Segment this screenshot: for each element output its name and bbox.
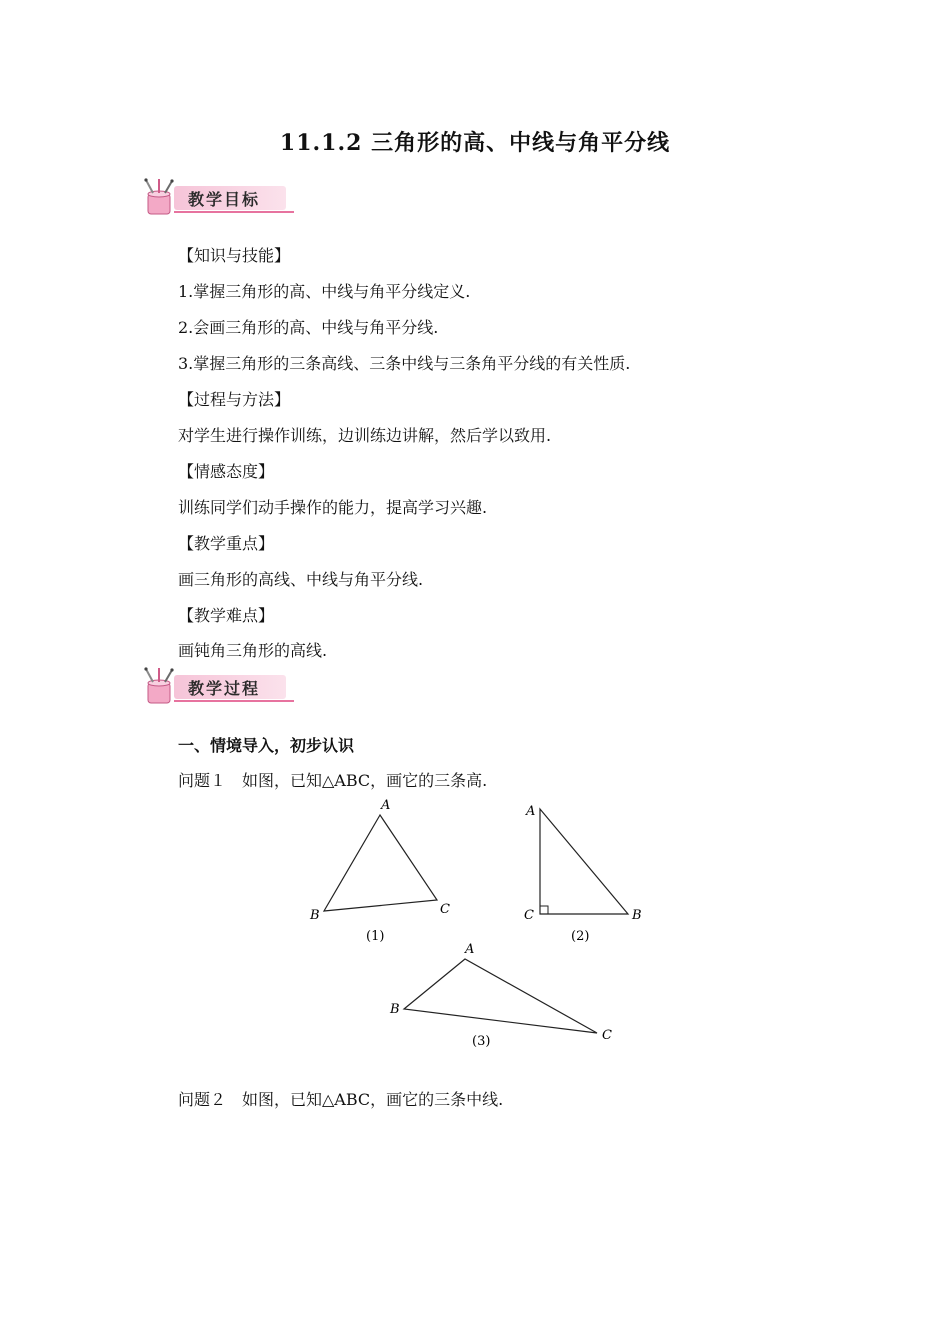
knowledge-item-3: 3.掌握三角形的三条高线、三条中线与三条角平分线的有关性质. xyxy=(178,354,631,373)
fig3-vertex-b: B xyxy=(390,1002,400,1017)
page-title: 11.1.2 三角形的高、中线与角平分线 xyxy=(279,130,671,156)
fig1-vertex-a: A xyxy=(381,798,391,813)
banner-teaching-goals xyxy=(140,178,290,218)
banner-underline xyxy=(174,211,294,213)
fig1-vertex-c: C xyxy=(440,902,450,917)
fig2-vertex-c: C xyxy=(524,908,534,923)
difficulty-text: 画钝角三角形的高线. xyxy=(178,641,328,660)
fig2-vertex-b: B xyxy=(632,908,642,923)
fig3-vertex-c: C xyxy=(602,1028,612,1043)
figure-3 xyxy=(389,942,612,1049)
triangle-figures xyxy=(300,795,660,1055)
fig3-caption: (3) xyxy=(472,1034,491,1049)
process-method-heading: 【过程与方法】 xyxy=(178,390,291,409)
figure-1 xyxy=(309,798,450,944)
fig2-caption: (2) xyxy=(571,929,590,944)
question-1: 问题１ 如图，已知△ABC，画它的三条高. xyxy=(178,771,488,790)
fig2-vertex-a: A xyxy=(526,804,536,819)
triangle-2 xyxy=(540,809,628,914)
knowledge-item-2: 2.会画三角形的高、中线与角平分线. xyxy=(178,318,439,337)
difficulty-heading: 【教学难点】 xyxy=(178,606,275,625)
triangle-3 xyxy=(404,959,597,1033)
banner-teaching-process xyxy=(140,667,290,707)
process-method-text: 对学生进行操作训练，边训练边讲解，然后学以致用. xyxy=(178,426,552,445)
emotion-text: 训练同学们动手操作的能力，提高学习兴趣. xyxy=(178,498,488,517)
key-point-text: 画三角形的高线、中线与角平分线. xyxy=(178,570,424,589)
question-2: 问题２ 如图，已知△ABC，画它的三条中线. xyxy=(178,1090,504,1109)
banner-label: 教学目标 xyxy=(188,190,261,209)
fig1-vertex-b: B xyxy=(310,908,320,923)
knowledge-heading: 【知识与技能】 xyxy=(178,246,291,265)
triangle-1 xyxy=(324,815,437,911)
fig1-caption: (1) xyxy=(366,929,385,944)
fig3-vertex-a: A xyxy=(465,942,475,957)
key-point-heading: 【教学重点】 xyxy=(178,534,275,553)
banner-underline xyxy=(174,700,294,702)
right-angle-mark xyxy=(540,906,548,914)
knowledge-item-1: 1.掌握三角形的高、中线与角平分线定义. xyxy=(178,282,471,301)
emotion-heading: 【情感态度】 xyxy=(178,462,275,481)
banner-label: 教学过程 xyxy=(188,679,261,698)
section-1-heading: 一、情境导入，初步认识 xyxy=(178,736,355,755)
figure-2 xyxy=(524,804,642,944)
